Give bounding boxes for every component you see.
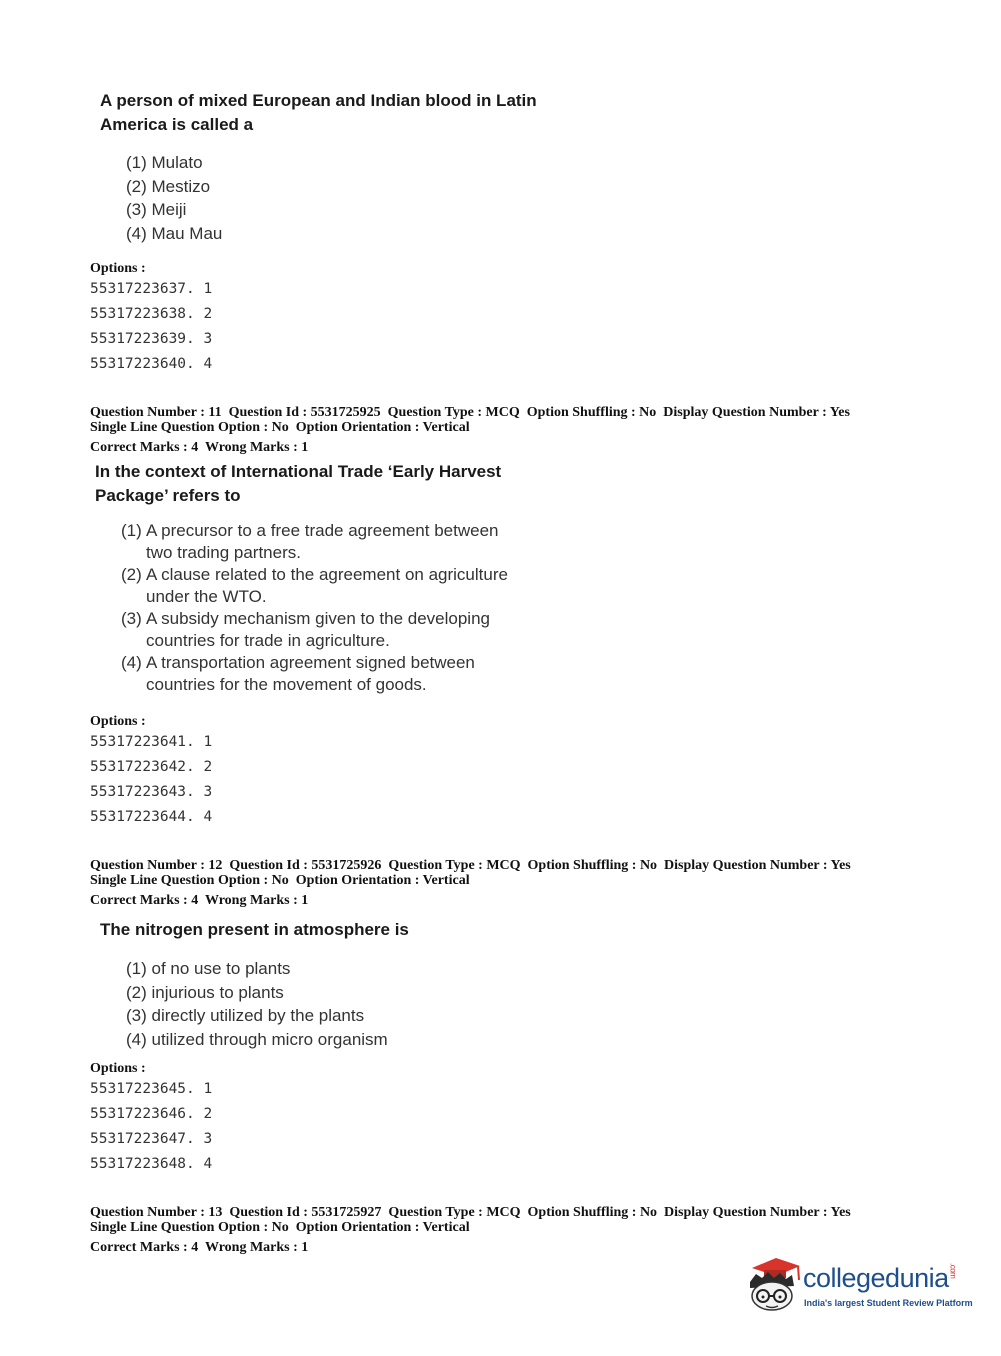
answer-choices	[121, 520, 508, 696]
option-id: 55317223637. 1	[90, 281, 213, 297]
question-text: A person of mixed European and Indian blood in Latin America is called a	[100, 91, 537, 134]
options-list	[90, 1077, 212, 1177]
question-meta	[90, 1205, 851, 1255]
mascot-icon	[742, 1252, 804, 1314]
meta-line-3: Correct Marks : 4 Wrong Marks : 1	[90, 893, 309, 908]
options-label: Options :	[90, 261, 146, 276]
meta-line-2: Single Line Question Option : No Option Orientation : Vertical	[90, 873, 470, 888]
option-id: 55317223640. 4	[90, 356, 213, 372]
choice-2: (2) A clause related to the agreement on agriculture under the WTO.	[121, 565, 508, 606]
choice-3: (3) A subsidy mechanism given to the developing countries for trade in agriculture.	[121, 609, 490, 650]
meta-line-1: Question Number : 13 Question Id : 5531725927 Question Type : MCQ Option Shuffling : No Display Question Number : Yes	[90, 1205, 851, 1220]
answer-choices	[126, 957, 388, 1051]
option-id: 55317223646. 2	[90, 1106, 213, 1122]
options-list	[90, 730, 212, 830]
choice-1: (1) of no use to plants	[126, 959, 291, 978]
meta-line-2: Single Line Question Option : No Option Orientation : Vertical	[90, 1220, 470, 1235]
option-id: 55317223642. 2	[90, 759, 213, 775]
choice-1: (1) A precursor to a free trade agreement between two trading partners.	[121, 521, 499, 562]
option-id: 55317223647. 3	[90, 1131, 213, 1147]
choice-2: (2) injurious to plants	[126, 982, 284, 1002]
options-label: Options :	[90, 714, 146, 729]
collegedunia-logo	[742, 1248, 972, 1320]
meta-line-3: Correct Marks : 4 Wrong Marks : 1	[90, 1240, 309, 1255]
choice-3: (3) Meiji	[126, 200, 187, 219]
choice-4: (4) Mau Mau	[126, 223, 223, 243]
meta-line-3: Correct Marks : 4 Wrong Marks : 1	[90, 440, 309, 455]
brand-tagline: India's largest Student Review Platform	[804, 1298, 973, 1308]
question-text: The nitrogen present in atmosphere is	[100, 920, 409, 939]
question-meta	[90, 858, 851, 908]
choice-2: (2) Mestizo	[126, 176, 211, 196]
question-meta	[90, 405, 850, 455]
choice-3: (3) directly utilized by the plants	[126, 1006, 365, 1025]
choice-4: (4) A transportation agreement signed between countries for the movement of goods.	[121, 653, 475, 694]
option-id: 55317223644. 4	[90, 809, 213, 825]
option-id: 55317223641. 1	[90, 734, 213, 750]
choice-4: (4) utilized through micro organism	[126, 1029, 388, 1049]
option-id: 55317223639. 3	[90, 331, 213, 347]
option-id: 55317223643. 3	[90, 784, 213, 800]
answer-choices	[126, 151, 222, 245]
meta-line-2: Single Line Question Option : No Option Orientation : Vertical	[90, 420, 470, 435]
meta-line-1: Question Number : 11 Question Id : 5531725925 Question Type : MCQ Option Shuffling : No Display Question Number : Yes	[90, 405, 850, 420]
options-list	[90, 277, 212, 377]
options-label: Options :	[90, 1061, 146, 1076]
meta-line-1: Question Number : 12 Question Id : 5531725926 Question Type : MCQ Option Shuffling : No Display Question Number : Yes	[90, 858, 851, 873]
option-id: 55317223648. 4	[90, 1156, 213, 1172]
brand-name: collegedunia.com	[803, 1263, 958, 1293]
option-id: 55317223645. 1	[90, 1081, 213, 1097]
question-text: In the context of International Trade ‘Early Harvest Package’ refers to	[95, 462, 502, 505]
option-id: 55317223638. 2	[90, 306, 213, 322]
choice-1: (1) Mulato	[126, 153, 203, 172]
